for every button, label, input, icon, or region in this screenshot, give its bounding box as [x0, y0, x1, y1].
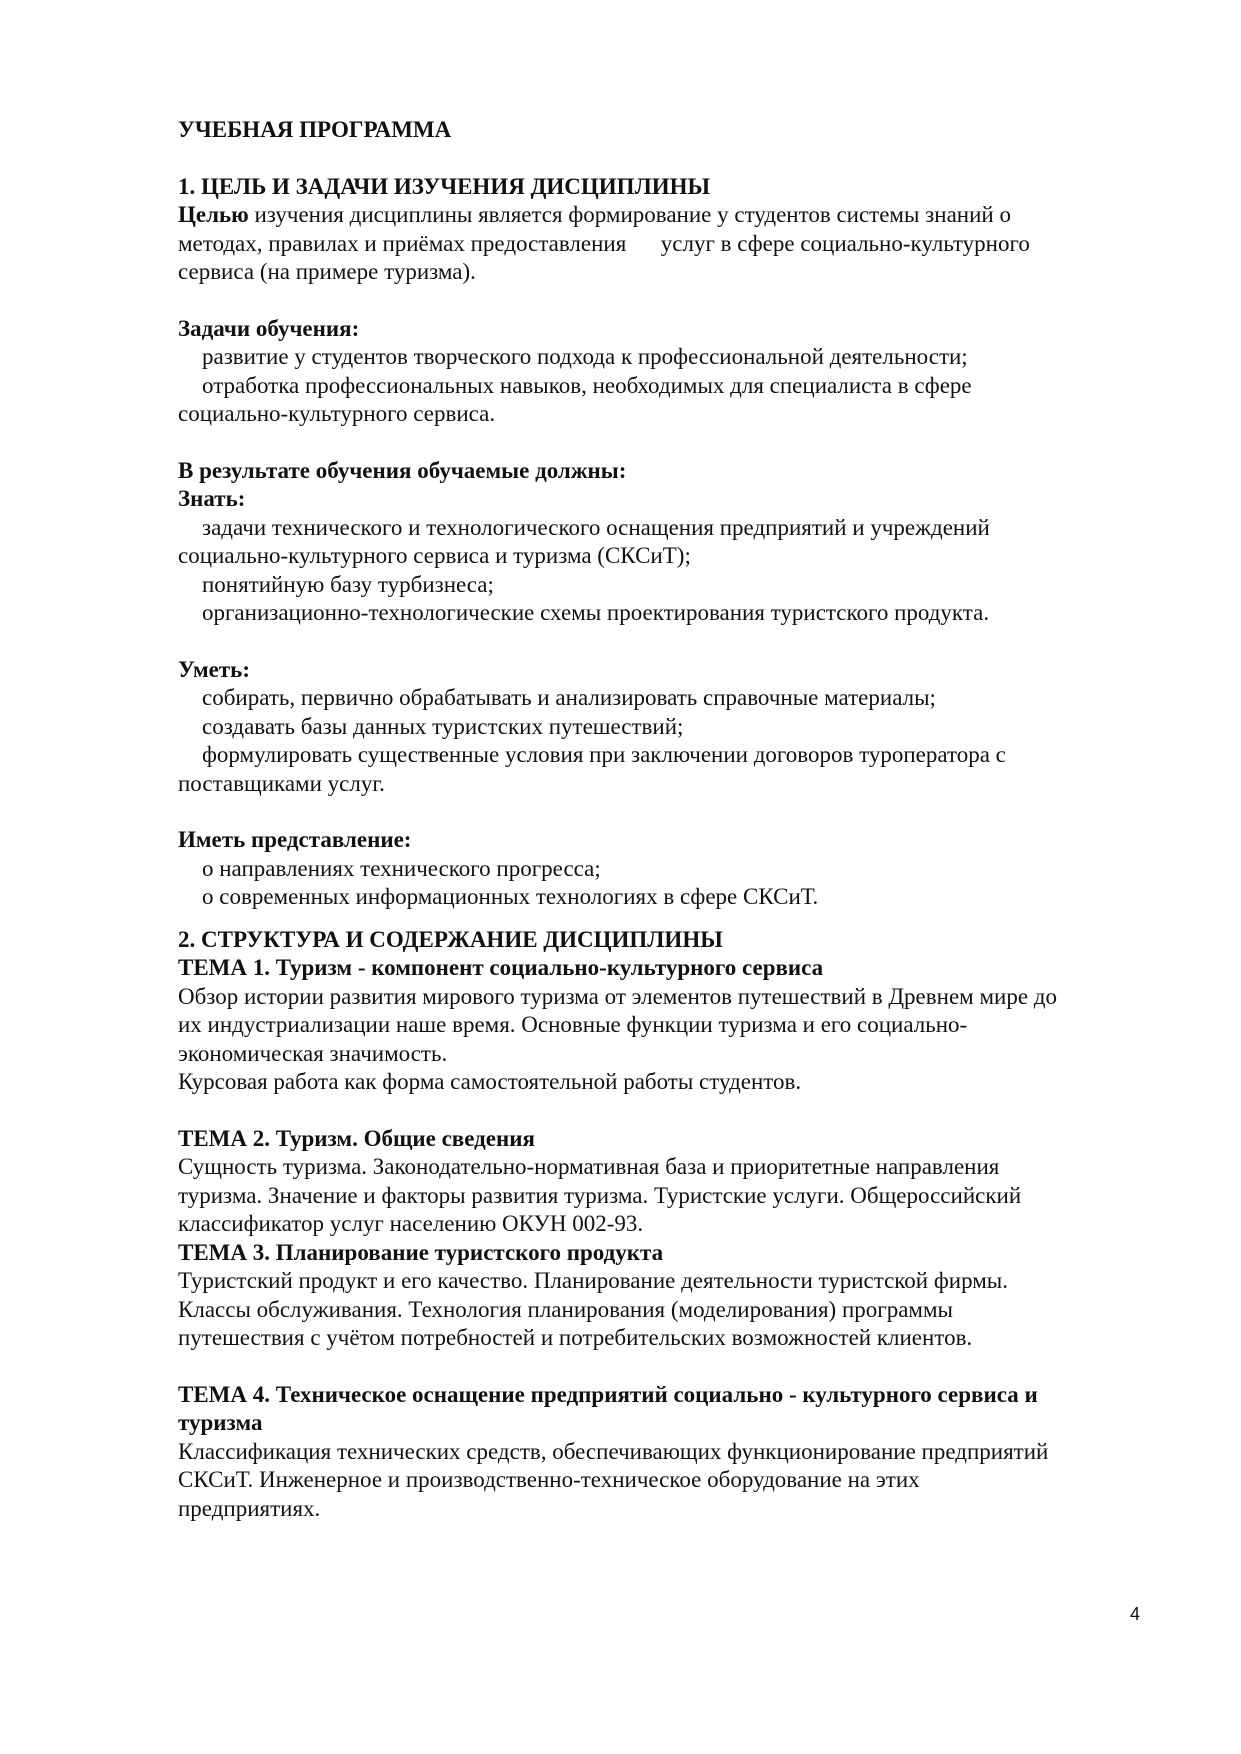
topic2-line: туризма. Значение и факторы развития туризма. Туристские услуги. Общероссийский	[178, 1182, 1022, 1208]
idea-item: о направлениях технического прогресса;	[202, 855, 601, 881]
know-item: организационно-технологические схемы проектирования туристского продукта.	[202, 600, 990, 625]
spacer	[178, 912, 1168, 926]
know-item: понятийную базу турбизнеса;	[202, 571, 494, 597]
topic3-line: путешествия с учётом потребностей и потребительских возможностей клиентов.	[178, 1325, 973, 1350]
topic1-line: Курсовая работа как форма самостоятельной работы студентов.	[178, 1069, 802, 1094]
spacer	[178, 1353, 1168, 1381]
can-item: собирать, первично обрабатывать и анализировать справочные материалы;	[202, 685, 936, 710]
spacer	[178, 145, 1168, 173]
goal-line: методах, правилах и приёмах предоставления услуг в сфере социально-культурного	[178, 230, 1030, 256]
task-item-continuation: социально-культурного сервиса.	[178, 401, 496, 426]
topic1-line: Обзор истории развития мирового туризма от элементов путешествий в Древнем мире до	[178, 983, 1057, 1009]
can-item-continuation: поставщиками услуг.	[178, 770, 385, 796]
task-item: отработка профессиональных навыков, необходимых для специалиста в сфере	[202, 372, 972, 398]
topic4-heading-continuation: туризма	[178, 1410, 263, 1435]
spacer	[178, 429, 1168, 457]
goal-line	[178, 201, 1168, 230]
topic3-line: Классы обслуживания. Технология планирования (моделирования) программы	[178, 1296, 953, 1322]
topic4-line: СКСиТ. Инженерное и производственно-техническое оборудование на этих	[178, 1467, 920, 1492]
can-item: формулировать существенные условия при заключении договоров туроператора с	[202, 742, 1006, 767]
document-title: УЧЕБНАЯ ПРОГРАММА	[178, 117, 452, 142]
can-item: создавать базы данных туристских путешествий;	[202, 713, 684, 739]
goal-label: Целью	[178, 202, 249, 227]
tasks-heading: Задачи обучения:	[178, 315, 360, 341]
topic4-line: предприятиях.	[178, 1495, 321, 1521]
topic1-line: экономическая значимость.	[178, 1040, 448, 1066]
section1-heading: 1. ЦЕЛЬ И ЗАДАЧИ ИЗУЧЕНИЯ ДИСЦИПЛИНЫ	[178, 173, 711, 199]
can-heading: Уметь:	[178, 656, 250, 682]
goal-paragraph	[178, 201, 1168, 287]
know-heading: Знать:	[178, 486, 246, 511]
spacer	[178, 1097, 1168, 1125]
spacer	[178, 287, 1168, 315]
topic1-heading: ТЕМА 1. Туризм - компонент социально-культурного сервиса	[178, 955, 824, 980]
topic4-line: Классификация технических средств, обеспечивающих функционирование предприятий	[178, 1438, 1049, 1464]
topic4-heading: ТЕМА 4. Техническое оснащение предприятий социально - культурного сервиса и	[178, 1381, 1038, 1407]
topic3-heading: ТЕМА 3. Планирование туристского продукта	[178, 1239, 664, 1265]
document-content	[178, 116, 1168, 1523]
topic2-line: классификатор услуг населению ОКУН 002-93.	[178, 1211, 644, 1236]
topic1-line: их индустриализации наше время. Основные функции туризма и его социально-	[178, 1012, 968, 1037]
spacer	[178, 628, 1168, 656]
section2-heading: 2. СТРУКТУРА И СОДЕРЖАНИЕ ДИСЦИПЛИНЫ	[178, 926, 723, 952]
idea-item: о современных информационных технологиях в сфере СКСиТ.	[202, 884, 819, 909]
topic2-line: Сущность туризма. Законодательно-нормативная база и приоритетные направления	[178, 1154, 1000, 1179]
result-heading: В результате обучения обучаемые должны:	[178, 457, 627, 483]
task-item: развитие у студентов творческого подхода к профессиональной деятельности;	[202, 344, 968, 369]
page-number: 4	[1130, 1604, 1141, 1624]
spacer	[178, 798, 1168, 826]
know-item: задачи технического и технологического оснащения предприятий и учреждений	[202, 514, 990, 540]
goal-text: изучения дисциплины является формирование у студентов системы знаний о	[248, 202, 1011, 227]
idea-heading: Иметь представление:	[178, 827, 412, 852]
topic2-heading: ТЕМА 2. Туризм. Общие сведения	[178, 1125, 535, 1151]
goal-line: сервиса (на примере туризма).	[178, 259, 476, 284]
topic3-line: Туристский продукт и его качество. Планирование деятельности туристской фирмы.	[178, 1268, 1008, 1293]
know-item-continuation: социально-культурного сервиса и туризма (СКСиТ);	[178, 543, 691, 568]
